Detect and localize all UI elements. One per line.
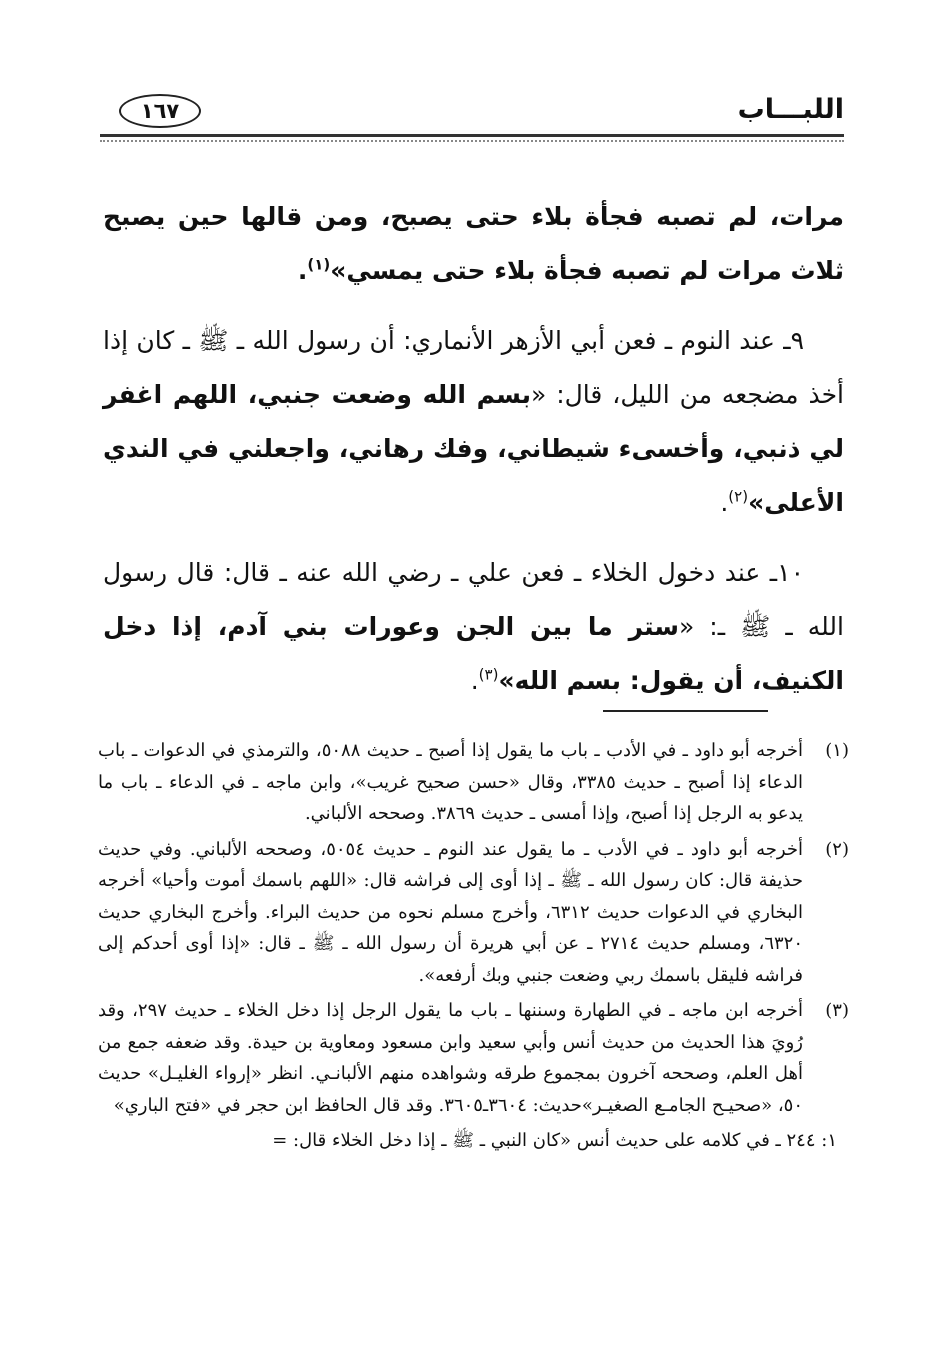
paragraph-text: مرات، لم تصبه فجأة بلاء حتى يصبح، ومن قالها حين يصبح ثلاث مرات لم تصبه فجأة بلاء حتى يمسي» — [103, 202, 844, 285]
paragraph-sleep — [103, 314, 844, 530]
paragraph-khala — [103, 546, 844, 708]
paragraph-text: ١٠ـ عند دخول الخلاء ـ فعن علي ـ رضي الله عنه ـ قال: قال رسول الله ـ ﷺ ـ: « — [103, 558, 844, 641]
footnote-text: أخرجه ابن ماجه ـ في الطهارة وسننها ـ باب ما يقول الرجل إذا دخل الخلاء ـ حديث ٢٩٧، وقد رُويَ هذا الحديث من حديث أنس وأبي سعيد وابن مسعود ومعاوية بن حيدة. وقد ضعفه جمع من أهل العلم، وصححه آخرون بمجموع طرقه وشواهده منهم الألبانـي. انظر «إرواء الغليـل» حديث ٥٠، «صحيـح الجامـع الصغيـر»حديث: ٣٦٠٤ـ٣٦٠٥. وقد قال الحافظ ابن حجر في «فتح الباري» — [98, 1000, 803, 1116]
page-number: ١٦٧ — [119, 94, 201, 128]
paragraph-end: . — [297, 256, 308, 285]
paragraph-end: . — [470, 666, 479, 695]
hadith-text: ستر ما بين الجن وعورات بني آدم، إذا دخل الكنيف، أن يقول: بسم الله» — [103, 612, 844, 695]
footnotes — [98, 735, 849, 1157]
footnote-ref: (١) — [307, 255, 331, 274]
footnote — [98, 834, 849, 992]
footnote-separator — [603, 710, 768, 712]
footnote-ref: (٢) — [728, 487, 749, 506]
footnote-ref: (٣) — [478, 665, 499, 684]
paragraph-text: ٩ـ عند النوم ـ فعن أبي الأزهر الأنماري: أن رسول الله ـ ﷺ ـ كان إذا أخذ مضجعه من الليل، قال: « — [103, 326, 844, 409]
footnote — [98, 735, 849, 830]
header-dotted-rule — [100, 140, 844, 142]
book-title: اللبـــاب — [737, 94, 844, 125]
footnote — [98, 995, 849, 1121]
footnote-text: أخرجه أبو داود ـ في الأدب ـ ما يقول عند النوم ـ حديث ٥٠٥٤، وصححه الألباني. وفي حديث حذيفة قال: كان رسول الله ـ ﷺ ـ إذا أوى إلى فراشه قال: «اللهم باسمك أموت وأحيا» أخرجه البخاري في الدعوات حديث ٦٣١٢، وأخرج مسلم نحوه من حديث البراء. وأخرج البخاري حديث ٦٣٢٠، ومسلم حديث ٢٧١٤ ـ عن أبي هريرة أن رسول الله ـ ﷺ ـ قال: «إذا أوى أحدكم إلى فراشه فليقل باسمك ربي وضعت جنبي وبك أرفعه». — [98, 838, 803, 986]
page-header — [105, 88, 844, 134]
hadith-text: بسم الله وضعت جنبي، اللهم اغفر لي ذنبي، وأخسىء شيطاني، وفك رهاني، واجعلني في الندي الأعلى» — [103, 380, 844, 517]
main-text — [103, 190, 844, 724]
footnote-continuation: ١: ٢٤٤ ـ في كلامه على حديث أنس «كان النبي ـ ﷺ ـ إذا دخل الخلاء قال: = — [272, 1130, 837, 1151]
footnote-text: أخرجه أبو داود ـ في الأدب ـ باب ما يقول إذا أصبح ـ حديث ٥٠٨٨، والترمذي في الدعوات ـ باب الدعاء إذا أصبح ـ حديث ٣٣٨٥، وقال «حسن صحيح غريب»، وابن ماجه ـ في الدعاء ـ باب ما يدعو به الرجل إذا أصبح، وإذا أمسى ـ حديث ٣٨٦٩. وصححه الألباني. — [98, 740, 804, 824]
footnote-number: (٢) — [825, 838, 849, 860]
paragraph-end: . — [720, 488, 729, 517]
header-rule — [100, 134, 844, 137]
footnote-number: (٣) — [825, 1000, 849, 1021]
paragraph-continued — [103, 190, 844, 298]
footnote-number: (١) — [825, 740, 849, 761]
